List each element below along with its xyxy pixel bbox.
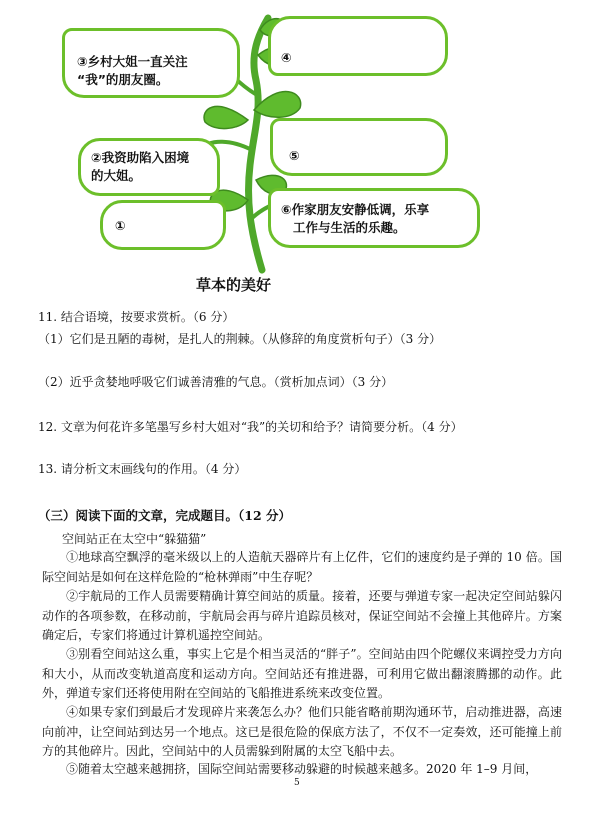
leaf-box-6-line1: ⑥作家朋友安静低调，乐享 <box>281 202 430 217</box>
leaf-box-3-line2: “我”的朋友圈。 <box>77 72 169 87</box>
paragraph-5-text: ⑤随着太空越来越拥挤，国际空间站需要移动躲避的时候越来越多。2020 年 1–9 月间， <box>66 762 538 776</box>
leaf-box-1-label: ① <box>115 218 126 233</box>
leaf-box-2 <box>78 138 220 196</box>
leaf-box-6-line2: 工作与生活的乐趣。 <box>293 220 406 235</box>
leaf-box-4-label: ④ <box>281 50 292 65</box>
article-paragraph-3 <box>42 645 562 704</box>
leaf-box-5-label: ⑤ <box>289 148 300 163</box>
article-paragraph-2 <box>42 587 562 646</box>
leaf-box-5 <box>270 118 448 176</box>
paragraph-1-text: ①地球高空飘浮的毫米级以上的人造航天器碎片有上亿件，它们的速度约是子弹的 10 倍。国际空间站是如何在这样危险的“枪林弹雨”中生存呢？ <box>42 550 562 584</box>
article-paragraph-1 <box>42 548 562 587</box>
leaf-box-2-line1: ②我资助陷入困境 <box>91 150 190 165</box>
section3-heading: （三）阅读下面的文章，完成题目。（12 分） <box>38 508 291 523</box>
leaf-box-3-line1: ③乡村大姐一直关注 <box>77 54 188 69</box>
article-paragraph-4 <box>42 703 562 762</box>
leaf-box-4 <box>268 16 448 76</box>
question-13: 13. 请分析文末画线句的作用。（4 分） <box>38 462 247 476</box>
paragraph-3-text: ③别看空间站这么重，事实上它是个相当灵活的“胖子”。空间站由四个陀螺仪来调控受力方向和大小，从而改变轨道高度和运动方向。空间站还有推进器，可利用它做出翻滚腾挪的动作。此外，弹道专家们还将使用附在空间站的飞船推进系统来改变位置。 <box>42 647 562 700</box>
question-11-2: （2）近乎贪婪地呼吸它们诚善清雅的气息。（赏析加点词）（3 分） <box>38 375 394 389</box>
article-title: 空间站正在太空中“躲猫猫” <box>62 532 207 546</box>
question-12: 12. 文章为何花许多笔墨写乡村大姐对“我”的关切和给予？请简要分析。（4 分） <box>38 420 463 434</box>
question-11-1: （1）它们是丑陋的毒树，是扎人的荆棘。（从修辞的角度赏析句子）（3 分） <box>38 332 442 346</box>
paragraph-2-text: ②宇航局的工作人员需要精确计算空间站的质量。接着，还要与弹道专家一起决定空间站躲闪动作的各项参数，在移动前，宇航局会再与碎片追踪员核对，保证空间站不会撞上其他碎片。方案确定后，专家们将通过计算机遥控空间站。 <box>42 589 562 642</box>
question-11: 11. 结合语境，按要求赏析。（6 分） <box>38 310 235 324</box>
diagram-title: 草本的美好 <box>196 276 272 294</box>
leaf-box-2-line2: 的大姐。 <box>91 168 142 183</box>
plant-diagram <box>0 0 600 300</box>
leaf-box-3 <box>62 28 240 98</box>
leaf-box-6 <box>268 188 480 248</box>
paragraph-4-text: ④如果专家们到最后才发现碎片来袭怎么办？他们只能省略前期沟通环节，启动推进器，高速向前冲，让空间站到达另一个地点。这已是很危险的保底方法了，不仅不一定奏效，还可能撞上前方的其他碎片。因此，空间站中的人员需躲到附属的太空飞船中去。 <box>42 705 562 758</box>
article-paragraph-5 <box>42 760 562 780</box>
page-number: 5 <box>294 778 300 788</box>
leaf-box-1 <box>100 200 226 250</box>
